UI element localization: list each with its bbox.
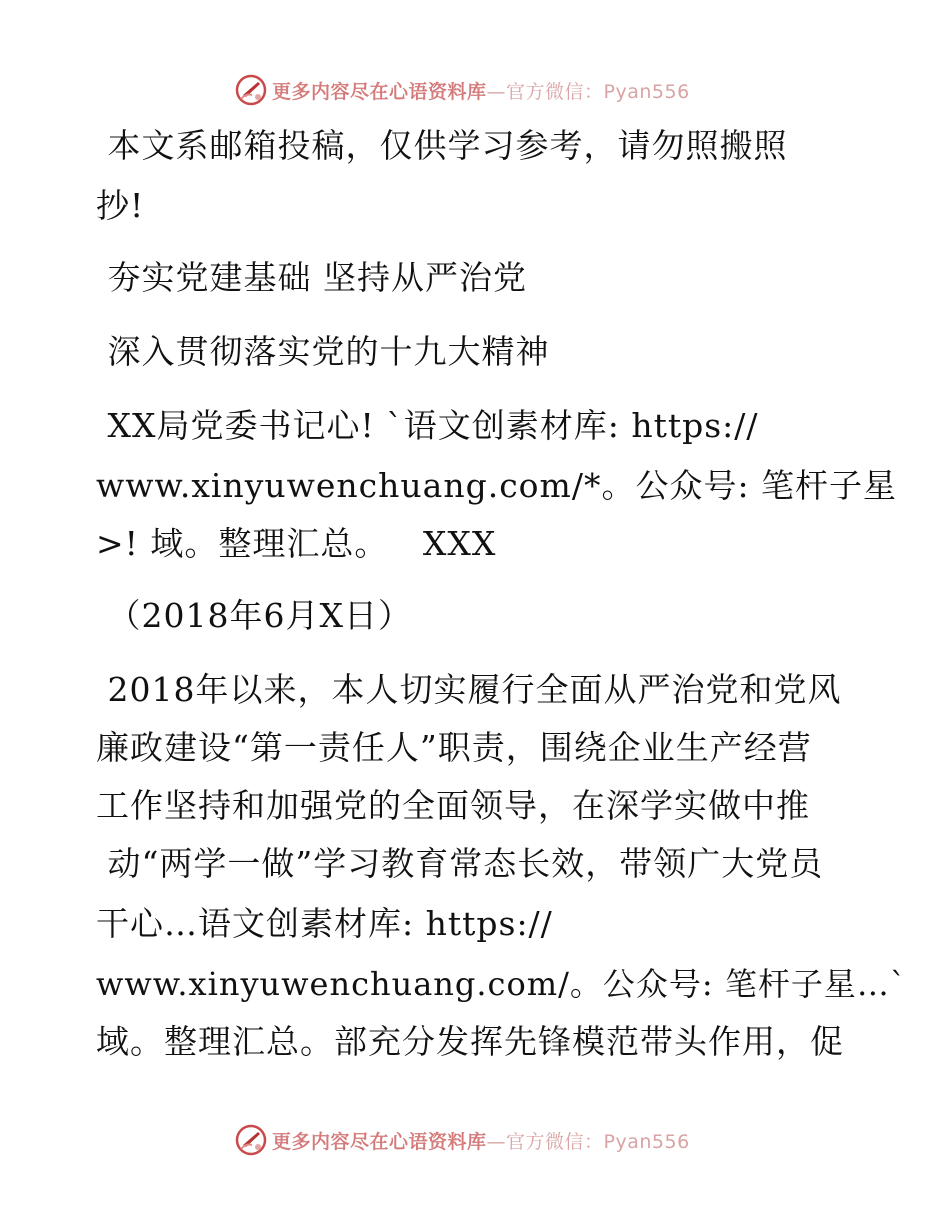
header-banner-contact: —官方微信：Pyan556 (486, 80, 690, 103)
body-line-7: >! 域。整理汇总。 XXX (96, 524, 497, 563)
body-line-8-date: （2018年6月X日） (96, 596, 412, 635)
body-line-1: 本文系邮箱投稿，仅供学习参考，请勿照搬照 (96, 126, 788, 165)
brand-logo-icon (234, 73, 268, 107)
body-line-13: 干心…语文创素材库: https:// (96, 904, 553, 943)
footer-banner-contact: —官方微信：Pyan556 (486, 1130, 690, 1153)
footer-banner-brand: 更多内容尽在心语资料库 (272, 1130, 487, 1153)
body-line-12: 动“两学一做”学习教育常态长效，带领广大党员 (96, 844, 824, 883)
header-banner-text (272, 77, 690, 104)
body-line-2: 抄! (96, 186, 145, 225)
body-line-6: www.xinyuwenchuang.com/*。公众号: 笔杆子星 (96, 466, 898, 505)
body-line-11: 工作坚持和加强党的全面领导，在深学实做中推 (96, 786, 810, 825)
body-line-10: 廉政建设“第一责任人”职责，围绕企业生产经营 (96, 728, 812, 767)
body-line-4: 深入贯彻落实党的十九大精神 (96, 332, 550, 371)
body-line-14: www.xinyuwenchuang.com/。公众号: 笔杆子星…` (96, 965, 907, 1003)
body-line-9: 2018年以来，本人切实履行全面从严治党和党风 (96, 670, 842, 709)
header-banner-brand: 更多内容尽在心语资料库 (272, 80, 487, 103)
body-line-15: 域。整理汇总。部充分发挥先锋模范带头作用，促 (96, 1022, 844, 1061)
body-line-5: XX局党委书记心! `语文创素材库: https:// (96, 406, 759, 445)
body-line-3: 夯实党建基础 坚持从严治党 (96, 258, 527, 297)
footer-banner-text (272, 1127, 690, 1154)
footer-banner (234, 1122, 690, 1158)
brand-logo-icon (234, 1123, 268, 1157)
header-banner (234, 72, 690, 108)
